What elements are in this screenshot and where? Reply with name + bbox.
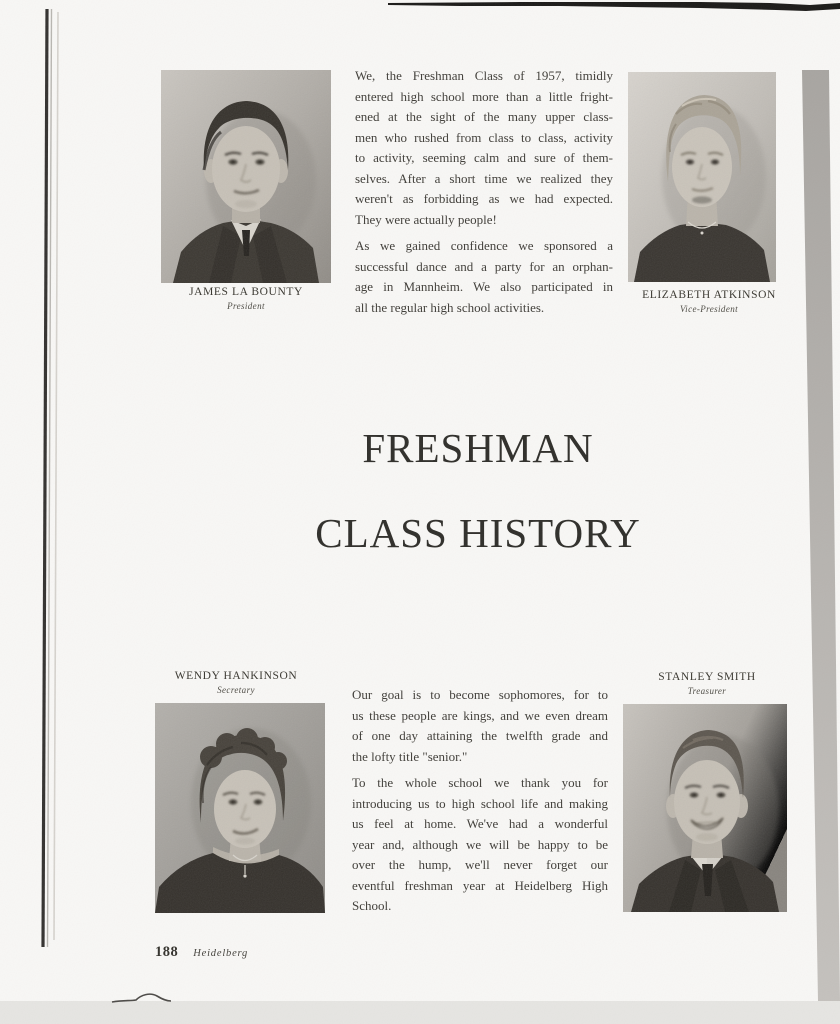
text-line: over the hump, we'll never forget our xyxy=(352,857,608,872)
binding-edge-light xyxy=(54,12,58,940)
paragraph xyxy=(352,773,608,917)
page-title-line2: CLASS HISTORY xyxy=(315,510,641,556)
officer-title: President xyxy=(227,301,265,311)
text-line: to activity, seeming calm and sure of them- xyxy=(355,150,613,165)
text-line: all the regular high school activities. xyxy=(355,299,545,315)
officer-name: ELIZABETH ATKINSON xyxy=(642,289,776,301)
page-title-line1: FRESHMAN xyxy=(362,425,594,471)
portrait-photo-vice-president xyxy=(628,72,776,282)
class-history-text-top xyxy=(355,66,613,324)
book-title: Heidelberg xyxy=(193,948,249,959)
portrait-photo-secretary xyxy=(155,703,325,913)
text-line: eventful freshman year at Heidelberg High xyxy=(352,877,608,893)
text-line: age in Mannheim. We also participated in xyxy=(355,279,613,294)
text-line: introducing us to high school life and making xyxy=(352,795,608,811)
paragraph xyxy=(355,236,613,318)
caption-treasurer xyxy=(615,671,799,696)
text-line: ened at the sight of the many upper class- xyxy=(355,109,613,124)
text-line: year and, although we will be happy to be xyxy=(352,836,608,852)
caption-secretary xyxy=(151,670,321,695)
text-line: Our goal is to become sophomores, for to xyxy=(352,687,608,702)
text-line: They were actually people! xyxy=(355,211,497,227)
paragraph xyxy=(355,66,613,230)
paragraph xyxy=(352,685,608,767)
officer-name: JAMES LA BOUNTY xyxy=(189,286,303,298)
text-line: weren't as forbidding as we had expected. xyxy=(355,191,613,206)
binding-edge-mid xyxy=(48,9,52,947)
caption-president xyxy=(161,286,331,311)
class-history-text-bottom xyxy=(352,685,608,923)
text-line: selves. After a short time we realized they xyxy=(355,170,613,186)
text-line: As we gained confidence we sponsored a xyxy=(355,238,613,253)
text-line: entered high school more than a little fright- xyxy=(355,88,613,104)
text-line: School. xyxy=(352,898,392,913)
page-curl-mark xyxy=(112,994,171,1002)
officer-name: WENDY HANKINSON xyxy=(174,670,298,682)
text-line: To the whole school we thank you for xyxy=(352,775,608,790)
text-line: We, the Freshman Class of 1957, timidly xyxy=(355,68,613,83)
page-footer xyxy=(155,944,248,961)
text-line: us feel at home. We've had a wonderful xyxy=(352,816,608,831)
officer-title: Treasurer xyxy=(687,686,727,696)
scanner-bed-bottom xyxy=(0,1001,840,1024)
text-line: of one day attaining the twelfth grade and xyxy=(352,728,608,743)
portrait-photo-treasurer xyxy=(623,704,787,912)
officer-title: Secretary xyxy=(217,685,255,695)
text-line: men who rushed from class to class, activity xyxy=(355,129,613,145)
text-line: successful dance and a party for an orphan- xyxy=(355,258,613,274)
officer-title: Vice-President xyxy=(679,304,739,314)
officer-name: STANLEY SMITH xyxy=(658,671,756,683)
text-line: us these people are kings, and we even dream xyxy=(352,707,608,723)
text-line: the lofty title "senior." xyxy=(352,748,468,764)
caption-vice-president xyxy=(617,289,801,314)
portrait-photo-president xyxy=(161,70,331,283)
book-top-edge xyxy=(388,2,840,11)
binding-edge-dark xyxy=(43,9,47,947)
page-number: 188 xyxy=(155,944,179,960)
